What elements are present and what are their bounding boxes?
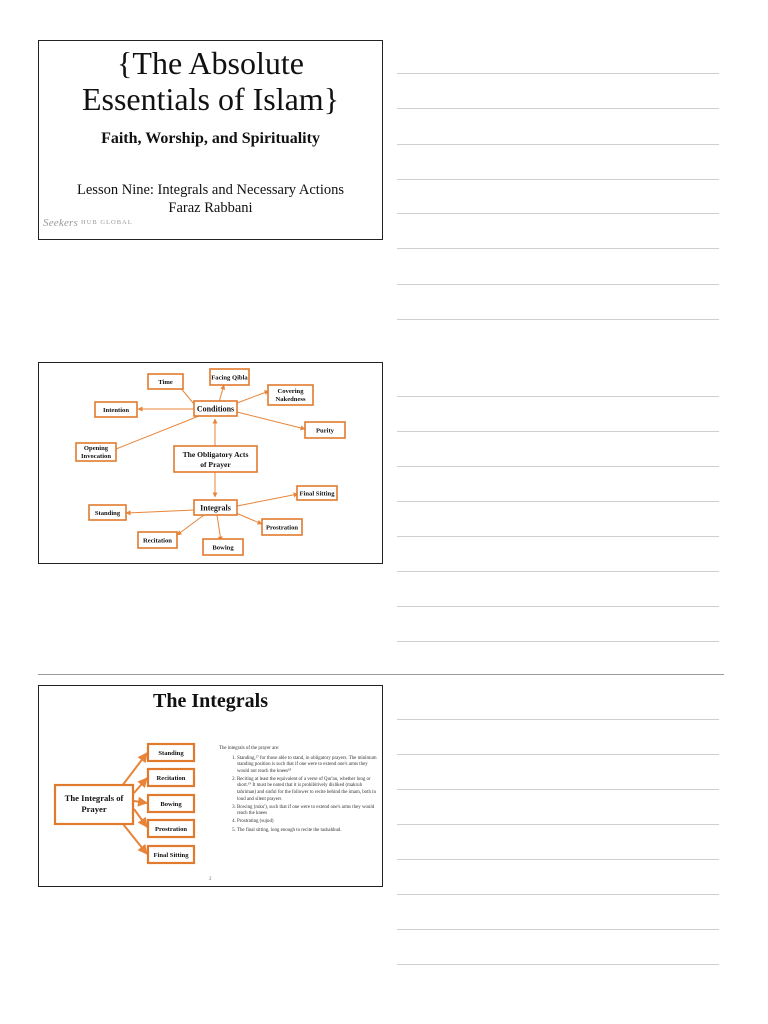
notes-line <box>397 606 719 607</box>
mindmap-diagram <box>39 363 383 564</box>
list-item: 1. Standing,¹⁷ for those able to stand, in obligatory prayers. The minimum standing position is such that if one were to extend one's arms they would not reach the knees¹⁸ <box>237 756 379 776</box>
author-name: Faraz Rabbani <box>168 200 253 216</box>
section-divider <box>38 674 724 675</box>
node-bowing: Bowing <box>212 544 234 552</box>
slide-mindmap <box>38 362 383 564</box>
notes-line <box>397 501 719 502</box>
node-standing: Standing <box>94 510 121 517</box>
slide-integrals <box>38 685 383 887</box>
box-bowing: Bowing <box>160 801 182 808</box>
integrals-list <box>219 756 379 835</box>
notes-line <box>397 536 719 537</box>
node-purity: Purity <box>316 427 334 435</box>
node-prostration: Prostration <box>265 524 299 532</box>
slide3-title: The Integrals <box>153 690 268 712</box>
slide1-title <box>39 45 382 117</box>
title-line-2: Essentials of Islam} <box>81 81 340 117</box>
notes-line <box>397 719 719 720</box>
notes-line <box>397 213 719 214</box>
node-covering-line2: Nakedness <box>275 396 306 403</box>
page-number: 2 <box>209 877 212 882</box>
slide-title <box>38 40 383 240</box>
conditions-hub: Conditions <box>196 404 235 414</box>
notes-line <box>397 248 719 249</box>
node-intention: Intention <box>102 407 130 414</box>
notes-line <box>397 73 719 74</box>
node-opening-line1: Opening <box>83 445 109 452</box>
integrals-hub-line1: The Integrals of <box>64 793 124 803</box>
box-prostration: Prostration <box>154 826 188 833</box>
notes-line <box>397 319 719 320</box>
notes-line <box>397 571 719 572</box>
notes-line <box>397 431 719 432</box>
slide1-subtitle: Faith, Worship, and Spirituality <box>101 130 320 147</box>
box-standing: Standing <box>158 750 184 757</box>
notes-line <box>397 179 719 180</box>
list-item: 3. Bowing (ruku'), such that if one were to extend one's arms they would reach the knees <box>237 805 379 818</box>
center-node-line2: of Prayer <box>200 460 231 469</box>
notes-line <box>397 284 719 285</box>
node-time: Time <box>158 379 173 386</box>
notes-line <box>397 641 719 642</box>
title-line-1: {The Absolute <box>117 45 304 81</box>
node-opening-line2: Invocation <box>80 453 112 460</box>
notes-line <box>397 824 719 825</box>
integrals-text <box>219 746 379 836</box>
box-recitation: Recitation <box>156 775 186 782</box>
integrals-hub-line2: Prayer <box>81 804 107 814</box>
box-final-sitting: Final Sitting <box>153 852 189 859</box>
node-facing-qibla: Facing Qibla <box>211 374 248 382</box>
notes-line <box>397 964 719 965</box>
notes-line <box>397 929 719 930</box>
seekers-logo: Seekers HUB GLOBAL <box>43 217 133 229</box>
notes-line <box>397 144 719 145</box>
node-recitation: Recitation <box>143 537 172 545</box>
integrals-intro: The integrals of the prayer are: <box>219 746 280 751</box>
notes-line <box>397 466 719 467</box>
integrals-hub: Integrals <box>200 503 231 513</box>
list-item: 2. Reciting at least the equivalent of a verse of Qur'an, whether long or short.¹⁹ It must be noted that it is prohibitively disliked (makruh tahriman) and sinful for the follower to recite behind the imam, both in loud and silent prayers <box>237 777 379 803</box>
center-node-line1: The Obligatory Acts <box>182 450 249 459</box>
notes-line <box>397 754 719 755</box>
node-final-sitting: Final Sitting <box>299 490 335 498</box>
notes-line <box>397 396 719 397</box>
notes-line <box>397 108 719 109</box>
node-covering-line1: Covering <box>277 388 304 395</box>
lesson-title: Lesson Nine: Integrals and Necessary Actions <box>77 182 344 198</box>
slide1-lesson <box>39 181 382 217</box>
list-item: 4. Prostrating (sujud) <box>237 819 379 826</box>
notes-line <box>397 894 719 895</box>
list-item: 5. The final sitting, long enough to recite the tashahhud. <box>237 828 379 835</box>
notes-line <box>397 789 719 790</box>
integrals-diagram <box>39 686 219 887</box>
notes-line <box>397 859 719 860</box>
